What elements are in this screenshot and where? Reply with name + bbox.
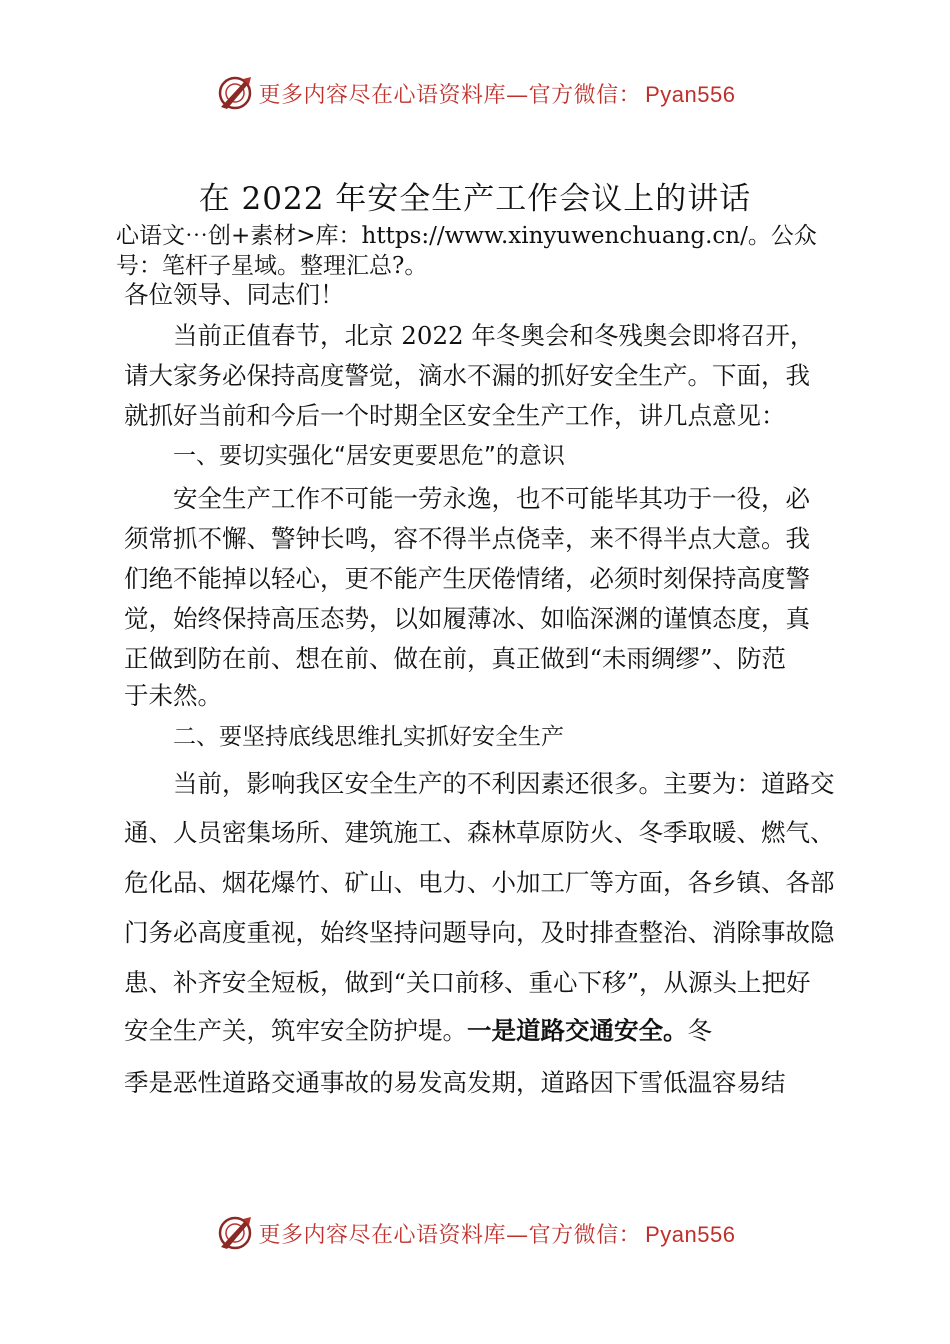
paragraph-3-line-6-tail: 冬 [687,1016,712,1045]
banner-dash: — [506,1222,529,1248]
header-banner [0,73,950,113]
section-heading-1: 一、要切实强化“居安更要思危”的意识 [173,443,565,469]
paragraph-3-line-1: 当前，影响我区安全生产的不利因素还很多。主要为：道路交 [173,769,835,798]
paragraph-3-line-4: 门务必高度重视，始终坚持问题导向，及时排查整治、消除事故隐 [124,918,835,947]
source-line-2: 号：笔杆子星域。整理汇总?。 [116,253,428,279]
paragraph-3-line-5: 患、补齐安全短板，做到“关口前移、重心下移”，从源头上把好 [124,968,811,997]
source-line-1: 心语文⋯创+素材>库：https://www.xinyuwenchuang.cn/。公众 [116,223,817,249]
paragraph-3-line-3: 危化品、烟花爆竹、矿山、电力、小加工厂等方面，各乡镇、各部 [124,868,835,897]
paragraph-2-line-2: 须常抓不懈、警钟长鸣，容不得半点侥幸，来不得半点大意。我 [124,524,810,553]
salutation: 各位领导、同志们！ [124,280,345,309]
page-title: 在 2022 年安全生产工作会议上的讲话 [198,181,752,217]
paragraph-1-line-3: 就抓好当前和今后一个时期全区安全生产工作，讲几点意见： [124,401,786,430]
paragraph-1-line-1: 当前正值春节，北京 2022 年冬奥会和冬残奥会即将召开， [173,321,815,350]
paragraph-2-line-5: 正做到防在前、想在前、做在前，真正做到“未雨绸缪”、防范 [124,644,787,673]
pen-logo-icon [215,73,255,113]
footer-banner [0,1213,950,1253]
banner-text [259,1218,736,1249]
road-traffic-safety-bold: 一是道路交通安全。 [467,1016,688,1045]
pen-logo-icon [215,1213,255,1253]
paragraph-3-line-6-text: 安全生产关，筑牢安全防护堤。 [124,1016,467,1045]
paragraph-3-line-2: 通、人员密集场所、建筑施工、森林草原防火、冬季取暖、燃气、 [124,818,835,847]
banner-dash: — [506,82,529,108]
paragraph-2-line-3: 们绝不能掉以轻心，更不能产生厌倦情绪，必须时刻保持高度警 [124,564,810,593]
banner-library-text: 更多内容尽在心语资料库 [258,82,507,108]
banner-wechat-label: 官方微信： [528,82,642,108]
section-heading-2: 二、要坚持底线思维扎实抓好安全生产 [173,724,564,750]
paragraph-4-line-1: 季是恶性道路交通事故的易发高发期，道路因下雪低温容易结 [124,1068,786,1097]
banner-text [259,78,736,109]
paragraph-2-line-4: 觉，始终保持高压态势，以如履薄冰、如临深渊的谨慎态度，真 [124,604,810,633]
banner-wechat-label: 官方微信： [528,1222,642,1248]
paragraph-2-line-6: 于未然。 [124,681,222,710]
paragraph-2-line-1: 安全生产工作不可能一劳永逸，也不可能毕其功于一役，必 [173,484,810,513]
paragraph-1-line-2: 请大家务必保持高度警觉，滴水不漏的抓好安全生产。下面，我 [124,361,810,390]
banner-library-text: 更多内容尽在心语资料库 [258,1222,507,1248]
paragraph-3-line-6 [124,1012,712,1047]
banner-wechat-id: Pyan556 [645,1221,736,1247]
banner-wechat-id: Pyan556 [645,81,736,107]
